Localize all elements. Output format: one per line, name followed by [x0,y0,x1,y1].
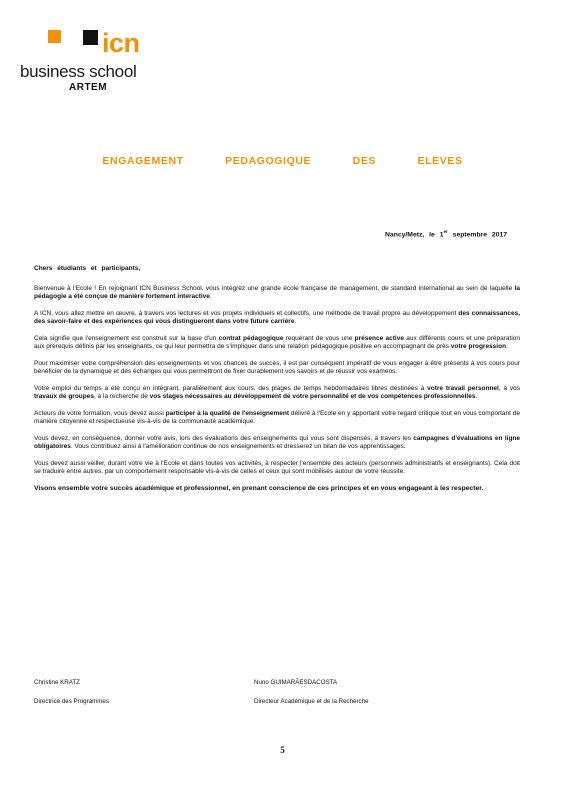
paragraph-text: Pour maximiser votre compréhension des enseignements et vos chances de succès, il est par conséquent impératif de vous engager à être présents à vos cours pour bénéficier de la dynamique et des échanges qui vous permettront de fixer durablement vos savoirs et de réussir vos examens. [34,360,520,375]
paragraph-text: . [475,393,478,400]
paragraph-text: . [294,318,297,325]
paragraph-text: Vous devez aussi veiller, durant votre vie à l'Ecole et dans toutes vos activités, à respecter l'ensemble des acteurs (personnels administratifs et enseignants). Cela doit se traduire entre autres, par un comportement responsable vis-à-vis de celles et ceux qui sont mobilisés autour de votre réussite. [34,460,520,475]
paragraph-text: , à vos [498,385,520,392]
letter-paragraph [34,385,520,401]
icn-logo [20,24,160,104]
paragraph-text: Vous devez, en conséquence, donner votre avis, lors des évaluations des enseignements qui vous sont dispensés, à travers les [34,435,414,442]
paragraph-text: Cela signifie que l'enseignement est construit sur la base d'un [34,335,219,342]
logo-orange-square [48,30,61,43]
document-title: ENGAGEMENT PEDAGOGIQUE DES ELEVES [102,155,463,167]
paragraph-text: Votre emploi du temps a été conçu en intégrant, parallèlement aux cours, des plages de temps hebdomadaires libres destinées à [34,385,428,392]
paragraph-text: A ICN, vous allez mettre en œuvre, à travers vos lectures et vos projets individuels et collectifs, une méthode de travail propre au développement [34,310,459,317]
emphasis-text: votre progression [450,343,507,350]
emphasis-text: participer à la qualité de l'enseignement [165,410,290,417]
emphasis-text: vos stages nécessaires au développement de votre personnalité et de vos compétences professionnelles [149,393,476,400]
paragraph-text: Bienvenue à l'Ecole ! En rejoignant ICN Business School, vous intégrez une grande école française de management, de standard international au sein de laquelle [34,285,515,292]
paragraph-text: . [506,343,508,350]
letter-paragraph [34,310,520,326]
signature-name-2: Nuno GUIMARÃESDACOSTA [254,679,338,686]
emphasis-text: contrat pédagogique [218,335,284,342]
date-prefix: Nancy/Metz, le 1 [385,231,444,239]
closing-statement: Visons ensemble votre succès académique et professionnel, en prenant conscience de ces principes et en vous engageant à les respecter. [34,485,484,492]
letter-paragraph [34,360,520,376]
letter-paragraph [34,460,520,476]
logo-artem-text: ARTEM [69,82,108,93]
logo-business-school-text: business school [20,62,137,81]
letter-paragraph [34,285,520,301]
paragraph-text: délivré à l'Ecole en y apportant votre regard critique tout en vous comportant de manière citoyenne et respectueuse vis-à-vis de la communauté académique. [34,410,521,425]
date-suffix: septembre 2017 [447,231,508,239]
logo-black-square [83,30,98,45]
signature-role-2: Directeur Académique et de la Recherche [254,698,369,705]
logo-icn-text: icn [102,28,140,58]
emphasis-text: présence active [354,335,404,342]
paragraph-text: requérant de vous une [283,335,355,342]
paragraph-text: Acteurs de votre formation, vous devez aussi [34,410,166,417]
emphasis-text: travaux de groupes [34,393,94,400]
emphasis-text: votre travail personnel [427,385,499,392]
paragraph-text: , à la recherche de [93,393,150,400]
page-number: 5 [280,745,285,755]
letter-paragraph [34,335,520,351]
paragraph-list [34,285,520,476]
paragraph-text: . Vous contribuez ainsi à l'amélioration continue de nos enseignements et dresserez un bilan de vos apprentissages. [70,443,406,450]
emphasis-text: des connaissances, des savoir-faire et des expériences qui vous distingueront dans votre future carrière [34,310,520,325]
date-superscript: er [443,229,448,234]
signature-role-1: Directrice des Programmes [34,698,109,705]
letter-body [34,265,520,502]
emphasis-text: la pédagogie a été conçue de manière fortement interactive [34,285,520,300]
document-date [385,229,507,238]
letter-paragraph [34,410,520,426]
signature-name-1: Christine KRATZ [34,679,80,686]
greeting: Chers étudiants et participants, [34,265,141,272]
letter-paragraph [34,435,520,451]
emphasis-text: campagnes d'évaluations en ligne obligatoires [34,435,521,450]
paragraph-text: . [209,293,212,300]
paragraph-text: aux différents cours et une préparation aux prérequis définis par les enseignants, ce qui leur permettra de s'impliquer dans une relation pédagogique positive en accompagnant de près [34,335,520,350]
